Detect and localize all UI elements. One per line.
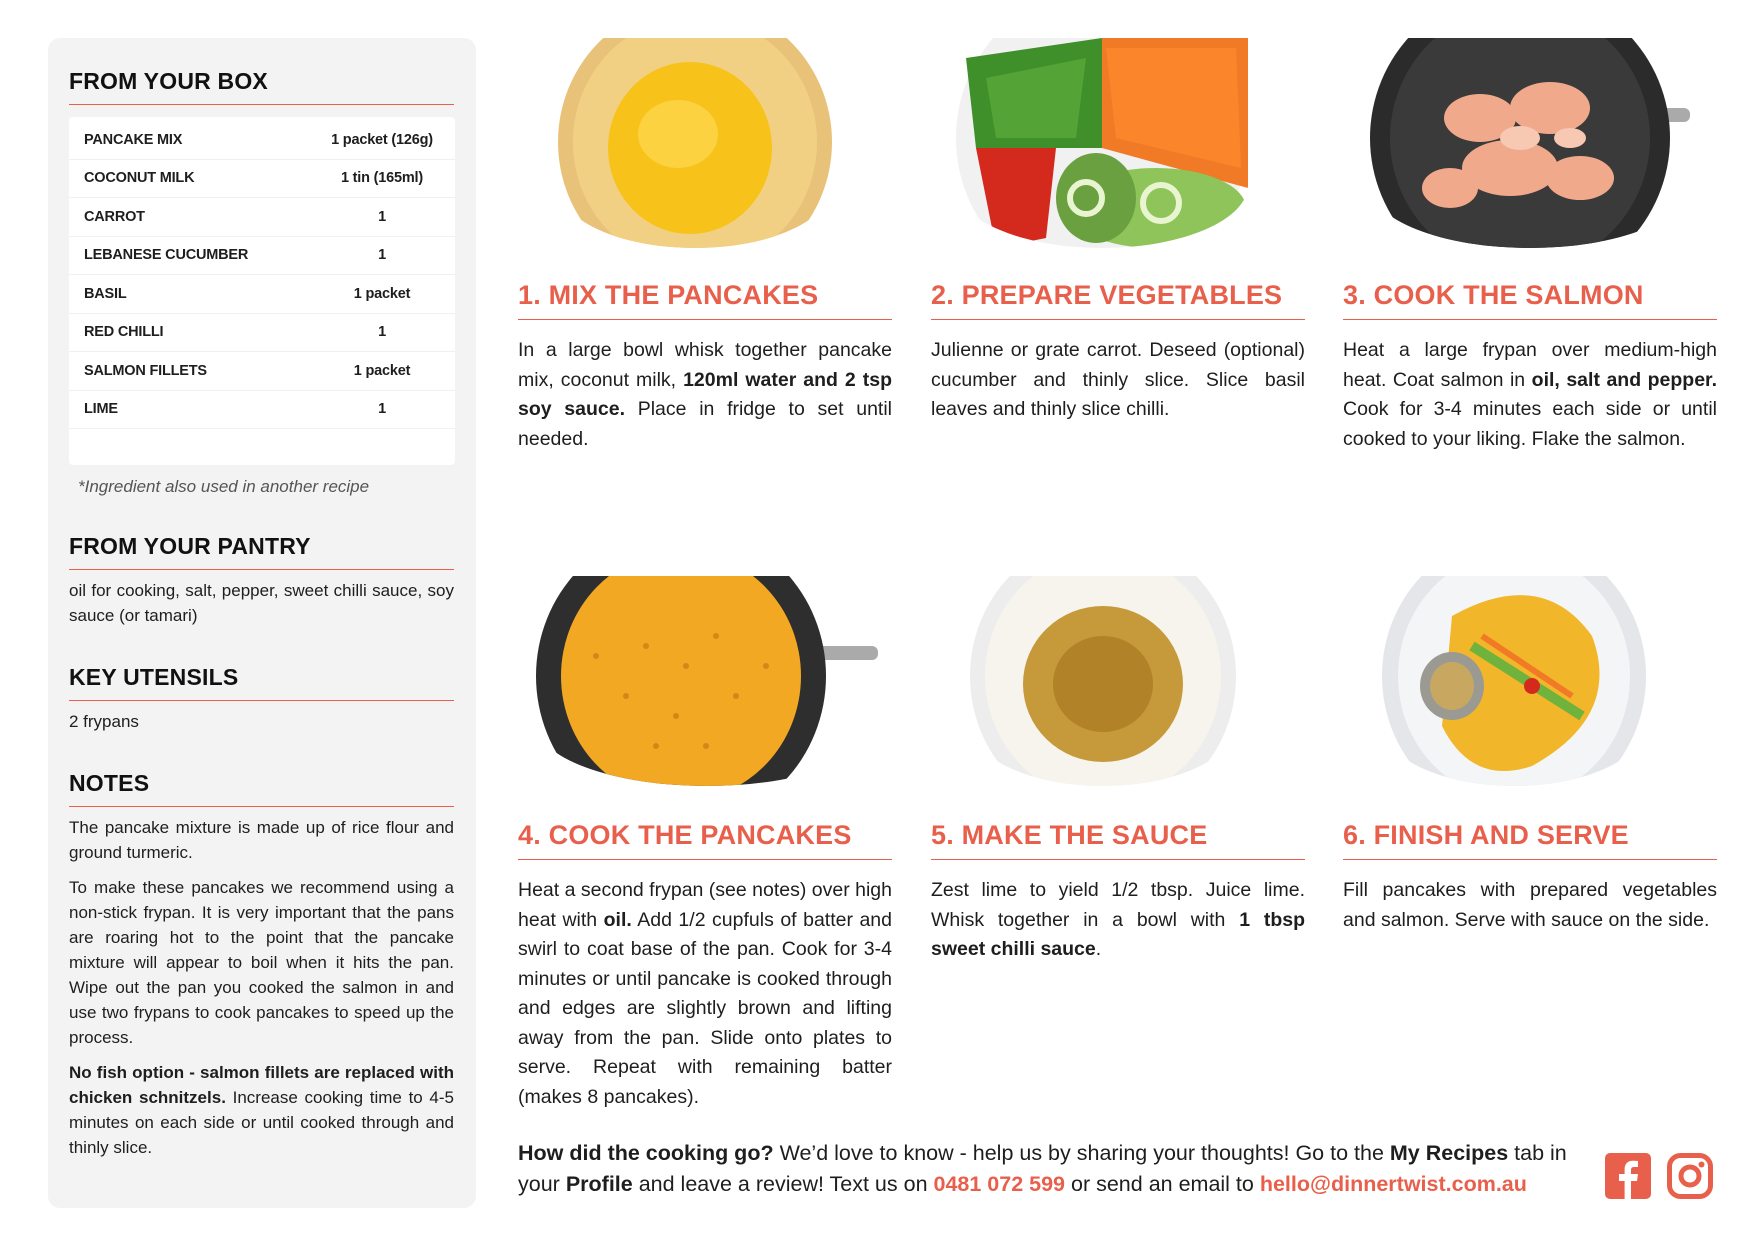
step-text: Fill pancakes with prepared vegetables and salmon. Serve with sauce on the side. [1343,879,1717,931]
step-1-text [518,336,892,454]
facebook-icon[interactable] [1605,1153,1651,1199]
ingredient-name: BASIL [84,285,127,302]
ingredient-name: LIME [84,401,118,418]
step-text: In a large bowl whisk together pancake mix, coconut milk, [518,339,892,391]
ingredient-row [69,160,455,199]
step-3-text [1343,336,1717,454]
step-1-title: 1. MIX THE PANCAKES [518,280,892,320]
ingredient-qty: 1 [378,324,386,341]
step-3-title: 3. COOK THE SALMON [1343,280,1717,320]
utensils-section [69,664,454,734]
ingredient-row [69,314,455,353]
ingredient-row [69,275,455,314]
ingredient-qty: 1 [378,247,386,264]
from-your-pantry-heading: FROM YOUR PANTRY [69,533,454,570]
cta-text: We’d love to know - help us by sharing your thoughts! Go to the [773,1141,1390,1165]
notes-heading: NOTES [69,770,454,807]
notes-paragraph: The pancake mixture is made up of rice flour and ground turmeric. [69,818,454,862]
notes-section [69,770,454,1160]
cta-text: and leave a review! Text us on [632,1172,934,1196]
step-text: Add 1/2 cupfuls of batter and swirl to coat base of the pan. Cook for 3-4 minutes or until pancake is cooked through and edges are slightly brown and lifting away from the pan. Slide onto plates to serve. Repeat with remaining batter (makes 8 pancakes). [518,908,892,1108]
ingredient-row [69,198,455,237]
step-4-text [518,876,892,1112]
step-5-title: 5. MAKE THE SAUCE [931,820,1305,860]
step-4-title: 4. COOK THE PANCAKES [518,820,892,860]
no-fish-option-bold: No fish option - salmon fillets are replaced with chicken schnitzels. [69,1063,454,1107]
my-recipes-label: My Recipes [1389,1141,1509,1165]
step-text: Heat a large frypan over medium-high heat. Coat salmon in [1343,339,1717,391]
ingredient-qty: 1 packet [353,285,411,302]
cta-text: tab in your [518,1141,1567,1196]
instagram-icon[interactable] [1667,1153,1713,1199]
ingredient-row [69,237,455,276]
ingredient-name: LEBANESE CUCUMBER [84,247,249,264]
step-text-bold: oil. [603,908,632,931]
ingredient-name: SALMON FILLETS [84,362,207,379]
email-link[interactable]: hello@dinnertwist.com.au [1259,1172,1527,1196]
ingredients-table [69,117,455,465]
key-utensils-heading: KEY UTENSILS [69,664,454,701]
vegetables-photo [956,38,1248,248]
step-text: . [1095,938,1102,960]
notes-text: Increase cooking time to 4-5 minutes on each side or until cooked through and thinly slice. [69,1088,455,1157]
feedback-cta [518,1138,1578,1200]
step-text-bold: oil, salt and pepper. [1531,368,1717,391]
pancake-batter-photo [558,38,832,248]
ingredient-qty: 1 [378,208,386,225]
step-5-text [931,876,1305,965]
ingredient-qty: 1 tin (165ml) [340,170,423,187]
step-text: Cook for 3-4 minutes each side or until cooked to your liking. Flake the salmon. [1343,398,1717,450]
ingredient-row [69,391,455,430]
step-text: Place in fridge to set until needed. [518,398,892,450]
ingredient-row [69,352,455,391]
profile-label: Profile [565,1172,633,1196]
ingredient-name: RED CHILLI [84,324,164,341]
notes-paragraph [69,1060,454,1160]
cta-text: or send an email to [1065,1172,1260,1196]
ingredient-qty: 1 packet [353,362,411,379]
ingredients-sidebar [48,38,476,1208]
phone-link[interactable]: 0481 072 599 [933,1172,1066,1196]
cta-question: How did the cooking go? [518,1141,774,1165]
pancake-pan-photo [536,576,878,786]
sauce-bowl-photo [970,576,1236,786]
pantry-text: oil for cooking, salt, pepper, sweet chilli sauce, soy sauce (or tamari) [69,581,454,625]
step-text: Julienne or grate carrot. Deseed (optional) cucumber and thinly slice. Slice basil leaves and thinly slice chilli. [931,339,1305,420]
utensils-text: 2 frypans [69,712,139,731]
ingredient-row [69,121,455,160]
pantry-section [69,533,454,628]
notes-paragraph: To make these pancakes we recommend using a non-stick frypan. It is very important that the pans are roaring hot to the point that the pancake mixture will appear to boil when it hits the pan. Wipe out the pan you cooked the salmon in and use two frypans to cook pancakes to speed up the process. [69,878,454,1047]
ingredient-footnote: *Ingredient also used in another recipe [78,477,370,496]
ingredient-qty: 1 [378,401,386,418]
ingredient-name: PANCAKE MIX [84,131,183,148]
step-2-title: 2. PREPARE VEGETABLES [931,280,1305,320]
step-6-title: 6. FINISH AND SERVE [1343,820,1717,860]
salmon-pan-photo [1370,38,1690,248]
step-text-bold: 1 tbsp sweet chilli sauce [931,908,1305,960]
step-text: Zest lime to yield 1/2 tbsp. Juice lime. Whisk together in a bowl with [931,879,1305,931]
finished-dish-photo [1382,576,1646,786]
step-text: Heat a second frypan (see notes) over high heat with [518,879,892,931]
step-text-bold: 120ml water and 2 tsp soy sauce. [518,368,893,420]
from-your-box-heading: FROM YOUR BOX [69,68,454,105]
ingredient-qty: 1 packet (126g) [331,131,433,148]
ingredient-name: CARROT [84,208,145,225]
step-2-text [931,336,1305,425]
ingredient-name: COCONUT MILK [84,170,195,187]
step-6-text [1343,876,1717,935]
